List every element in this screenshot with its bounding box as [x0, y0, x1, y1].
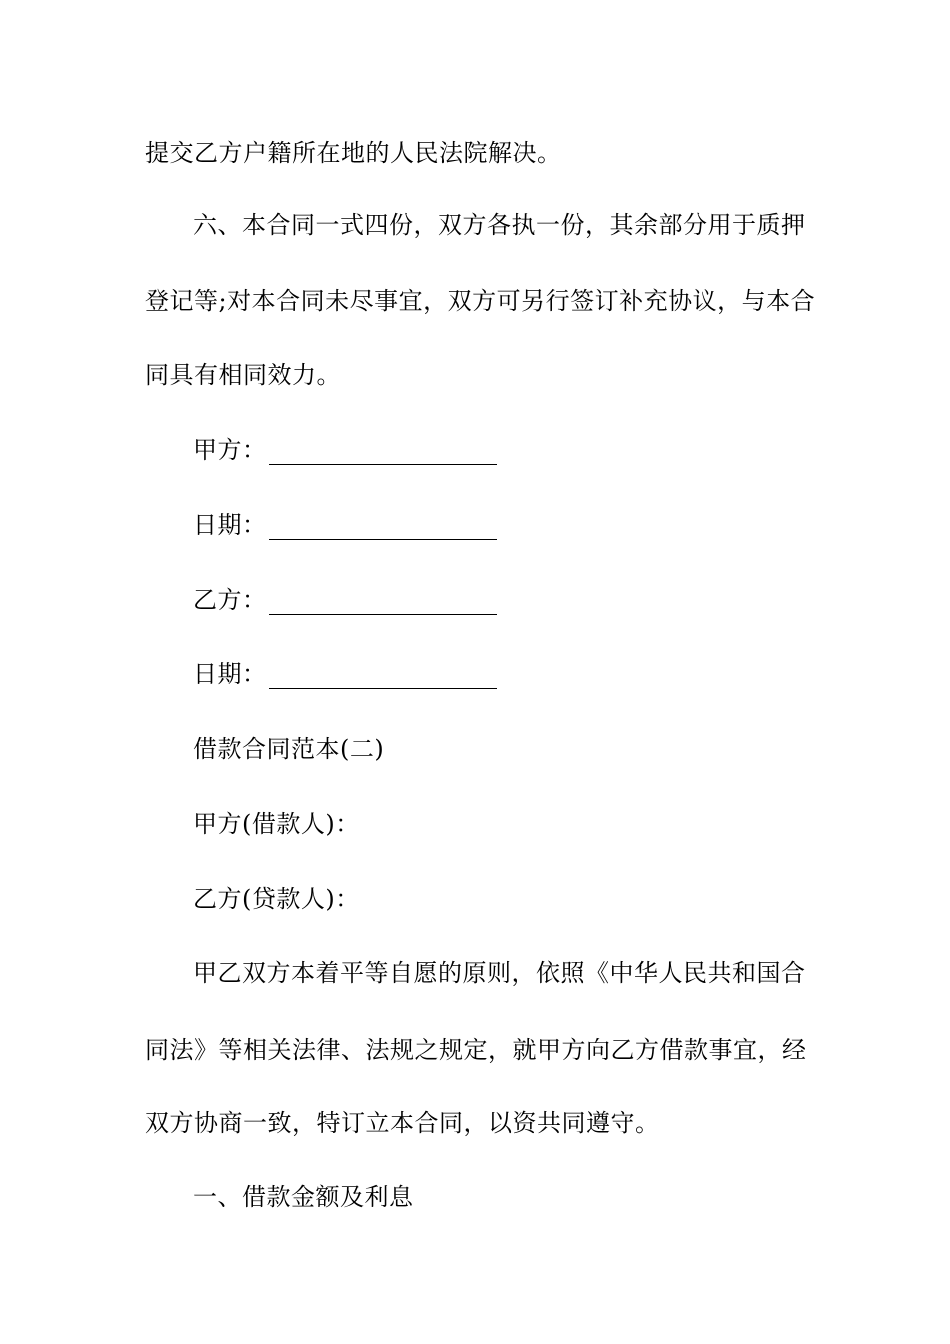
party-b-line: 乙方(贷款人)：: [193, 885, 360, 913]
party-a-line: 甲方(借款人)：: [193, 810, 360, 838]
sample-title: 借款合同范本(二): [193, 735, 385, 763]
signature-label: 甲方：: [193, 436, 267, 464]
signature-label: 乙方：: [193, 586, 267, 614]
preamble-line: 双方协商一致，特订立本合同，以资共同遵守。: [145, 1109, 660, 1137]
signature-date-b: [193, 659, 497, 689]
signature-blank: [269, 668, 497, 689]
signature-date-a: [193, 510, 497, 540]
signature-blank: [269, 594, 497, 615]
paragraph-line: 登记等;对本合同未尽事宜，双方可另行签订补充协议，与本合: [145, 287, 816, 315]
signature-label: 日期：: [193, 660, 267, 688]
signature-party-b: [193, 585, 497, 615]
signature-label: 日期：: [193, 511, 267, 539]
paragraph-line: 六、本合同一式四份，双方各执一份，其余部分用于质押: [193, 211, 806, 239]
signature-party-a: [193, 435, 497, 465]
paragraph-line: 同具有相同效力。: [145, 361, 341, 389]
signature-blank: [269, 444, 497, 465]
signature-blank: [269, 519, 497, 540]
paragraph-line: 提交乙方户籍所在地的人民法院解决。: [145, 139, 562, 167]
section-heading: 一、借款金额及利息: [193, 1183, 414, 1211]
preamble-line: 同法》等相关法律、法规之规定，就甲方向乙方借款事宜，经: [145, 1036, 807, 1064]
preamble-line: 甲乙双方本着平等自愿的原则，依照《中华人民共和国合: [193, 959, 806, 987]
